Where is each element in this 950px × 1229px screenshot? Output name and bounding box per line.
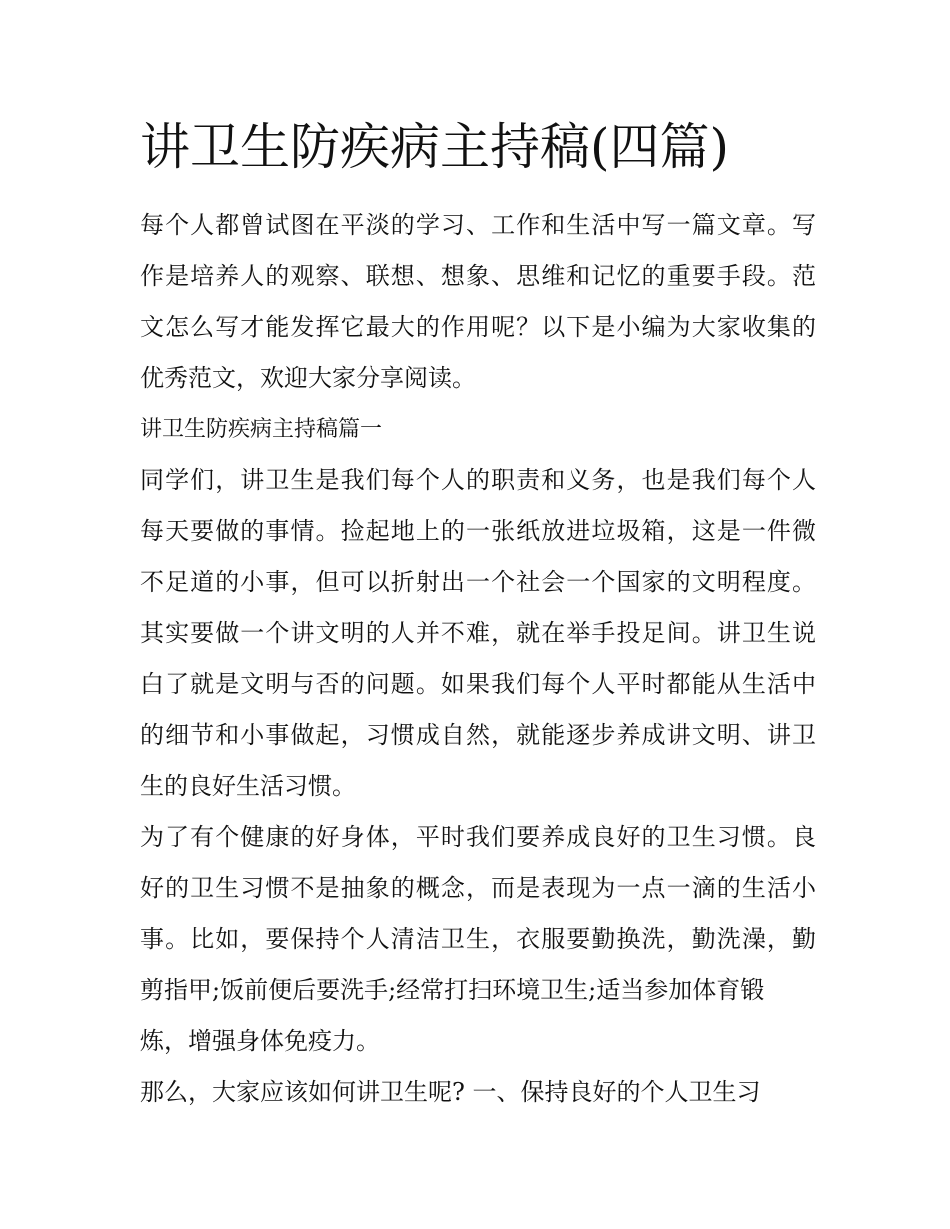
body-line: 为了有个健康的好身体，平时我们要养成良好的卫生习惯。良 [140,823,816,851]
body-line: 同学们，讲卫生是我们每个人的职责和义务，也是我们每个人 [140,466,816,494]
document-title: 讲卫生防疾病主持稿(四篇) [140,118,730,176]
body-line: 文怎么写才能发挥它最大的作用呢？以下是小编为大家收集的 [140,313,816,341]
body-line: 剪指甲;饭前便后要洗手;经常打扫环境卫生;适当参加体育锻 [140,976,765,1004]
body-line: 生的良好生活习惯。 [140,772,356,800]
body-line: 每天要做的事情。捡起地上的一张纸放进垃圾箱，这是一件微 [140,517,816,545]
body-line: 那么，大家应该如何讲卫生呢? 一、保持良好的个人卫生习 [140,1078,761,1106]
body-line: 不足道的小事，但可以折射出一个社会一个国家的文明程度。 [140,568,816,596]
document-page [140,112,816,1118]
body-line: 事。比如，要保持个人清洁卫生，衣服要勤换洗，勤洗澡，勤 [140,925,816,953]
body-line: 作是培养人的观察、联想、想象、思维和记忆的重要手段。范 [140,262,816,290]
body-line: 优秀范文，欢迎大家分享阅读。 [140,364,476,392]
section-heading: 讲卫生防疾病主持稿篇一 [140,417,383,442]
body-line: 的细节和小事做起，习惯成自然，就能逐步养成讲文明、讲卫 [140,721,816,749]
body-line: 每个人都曾试图在平淡的学习、工作和生活中写一篇文章。写 [140,211,816,239]
body-line: 炼，增强身体免疫力。 [140,1027,380,1055]
body-line: 好的卫生习惯不是抽象的概念，而是表现为一点一滴的生活小 [140,874,816,902]
body-line: 其实要做一个讲文明的人并不难，就在举手投足间。讲卫生说 [140,619,816,647]
body-line: 白了就是文明与否的问题。如果我们每个人平时都能从生活中 [140,670,816,698]
